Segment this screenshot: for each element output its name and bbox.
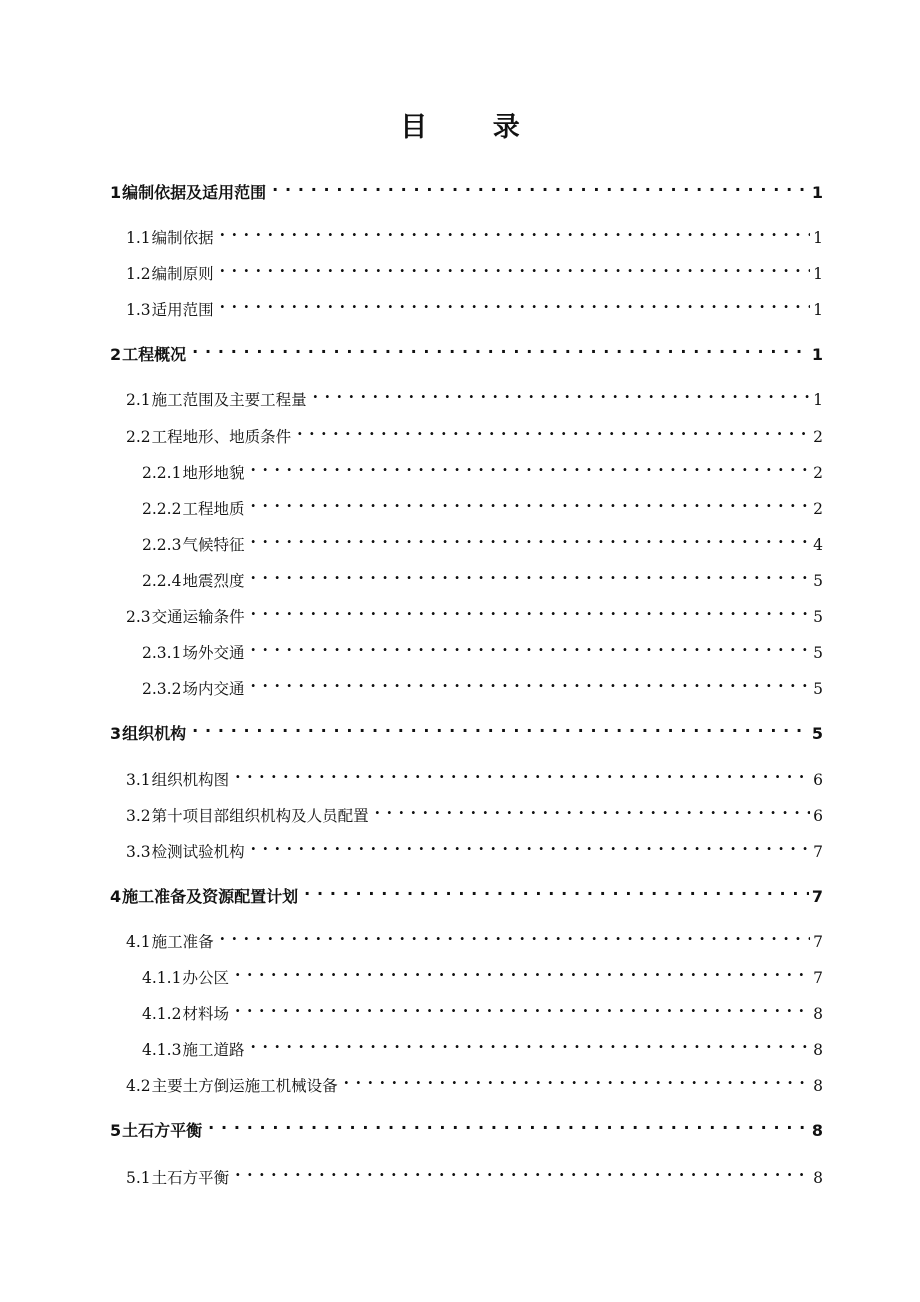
toc-entry-title: 施工准备 [151, 933, 214, 951]
toc-entry-title: 材料场 [182, 1005, 229, 1023]
toc-entry-title: 工程概况 [122, 345, 187, 364]
dot-leader [235, 995, 810, 1019]
toc-entry-number: 4.1.1 [142, 969, 182, 987]
toc-entry-page: 1 [813, 229, 823, 247]
dot-leader [251, 598, 810, 622]
dot-leader [250, 526, 810, 550]
toc-entry-5-1[interactable] [126, 1159, 823, 1187]
toc-entry-number: 3.1 [126, 771, 151, 789]
toc-entry-title: 第十项目部组织机构及人员配置 [151, 807, 369, 825]
toc-entry-4-2[interactable] [126, 1067, 823, 1095]
toc-entry-number: 2.3.2 [142, 680, 182, 698]
toc-entry-2-2-3[interactable] [142, 526, 823, 554]
toc-entry-page: 6 [813, 771, 823, 789]
toc-entry-1-2[interactable] [126, 255, 823, 283]
toc-entry-title: 编制原则 [151, 265, 214, 283]
toc-entry-number: 2.2.4 [142, 572, 182, 590]
toc-entry-page: 7 [813, 933, 823, 951]
toc-entry-title: 编制依据 [151, 229, 214, 247]
toc-entry-2-2-4[interactable] [142, 562, 823, 590]
toc-entry-title: 组织机构 [122, 724, 187, 743]
toc-entry-2-2-2[interactable] [142, 490, 823, 518]
toc-entry-number: 1.3 [126, 301, 151, 319]
toc-entry-page: 5 [813, 644, 823, 662]
dot-leader [304, 878, 809, 902]
toc-entry-page: 1 [813, 265, 823, 283]
toc-entry-page: 5 [813, 608, 823, 626]
toc-entry-number: 3 [110, 724, 122, 743]
dot-leader [251, 833, 810, 857]
toc-entry-title: 组织机构图 [151, 771, 230, 789]
toc-entry-1-3[interactable] [126, 291, 823, 319]
toc-entry-page: 8 [811, 1121, 823, 1140]
toc-entry-number: 2.2 [126, 428, 151, 446]
toc-entry-4-1-2[interactable] [142, 995, 823, 1023]
toc-entry-page: 8 [813, 1041, 823, 1059]
dot-leader [250, 490, 810, 514]
toc-entry-number: 5 [110, 1121, 122, 1140]
toc-entry-2-2-1[interactable] [142, 454, 823, 482]
toc-entry-title: 主要土方倒运施工机械设备 [151, 1077, 338, 1095]
dot-leader [220, 255, 810, 279]
toc-entry-title: 施工道路 [182, 1041, 245, 1059]
toc-entry-page: 1 [811, 183, 823, 202]
toc-entry-title: 地形地貌 [182, 464, 245, 482]
dot-leader [235, 959, 810, 983]
toc-entry-number: 4.1.2 [142, 1005, 182, 1023]
dot-leader [220, 219, 810, 243]
toc-entry-title: 土石方平衡 [151, 1169, 230, 1187]
toc-entry-page: 7 [813, 969, 823, 987]
toc-entry-1-1[interactable] [126, 219, 823, 247]
toc-entry-2-2[interactable] [126, 418, 823, 446]
toc-entry-2-3-1[interactable] [142, 634, 823, 662]
toc-entry-page: 5 [813, 680, 823, 698]
toc-entry-page: 5 [813, 572, 823, 590]
dot-leader [344, 1067, 810, 1091]
toc-entry-title: 地震烈度 [182, 572, 245, 590]
dot-leader [313, 381, 810, 405]
dot-leader [208, 1112, 809, 1136]
toc-entry-page: 6 [813, 807, 823, 825]
toc-entry-number: 2.1 [126, 391, 151, 409]
toc-entry-number: 2 [110, 345, 122, 364]
toc-entry-title: 施工准备及资源配置计划 [122, 887, 299, 906]
toc-entry-page: 2 [813, 428, 823, 446]
dot-leader [192, 336, 809, 360]
toc-entry-title: 编制依据及适用范围 [122, 183, 267, 202]
toc-entry-title: 工程地形、地质条件 [151, 428, 292, 446]
toc-entry-1[interactable] [110, 174, 823, 202]
dot-leader [250, 454, 810, 478]
toc-entry-3-2[interactable] [126, 797, 823, 825]
toc-entry-title: 场外交通 [182, 644, 245, 662]
toc-entry-2-1[interactable] [126, 381, 823, 409]
toc-entry-page: 7 [813, 843, 823, 861]
dot-leader [250, 562, 810, 586]
toc-entry-page: 1 [813, 391, 823, 409]
toc-entry-number: 2.3 [126, 608, 151, 626]
toc-entry-4[interactable] [110, 878, 823, 906]
toc-entry-page: 8 [813, 1077, 823, 1095]
toc-entry-number: 4.2 [126, 1077, 151, 1095]
dot-leader [235, 1159, 810, 1183]
dot-leader [250, 670, 810, 694]
toc-entry-title: 土石方平衡 [122, 1121, 203, 1140]
toc-entry-title: 检测试验机构 [151, 843, 245, 861]
toc-entry-number: 2.2.3 [142, 536, 182, 554]
page-title: 目 录 [400, 112, 548, 143]
dot-leader [192, 715, 809, 739]
toc-entry-number: 2.2.2 [142, 500, 182, 518]
toc-entry-3-1[interactable] [126, 761, 823, 789]
dot-leader [297, 418, 810, 442]
toc-entry-title: 施工范围及主要工程量 [151, 391, 307, 409]
toc-entry-page: 4 [813, 536, 823, 554]
toc-entry-title: 适用范围 [151, 301, 214, 319]
toc-entry-2-3-2[interactable] [142, 670, 823, 698]
toc-entry-2[interactable] [110, 336, 823, 364]
toc-entry-3[interactable] [110, 715, 823, 743]
toc-entry-page: 1 [813, 301, 823, 319]
toc-entry-page: 2 [813, 500, 823, 518]
toc-entry-3-3[interactable] [126, 833, 823, 861]
toc-entry-number: 5.1 [126, 1169, 151, 1187]
toc-entry-2-3[interactable] [126, 598, 823, 626]
dot-leader [272, 174, 809, 198]
toc-entry-5[interactable] [110, 1112, 823, 1140]
toc-entry-title: 场内交通 [182, 680, 245, 698]
toc-entry-title: 办公区 [182, 969, 229, 987]
toc-entry-number: 1.1 [126, 229, 151, 247]
toc-entry-number: 2.2.1 [142, 464, 182, 482]
dot-leader [220, 291, 810, 315]
toc-entry-number: 3.3 [126, 843, 151, 861]
toc-entry-title: 交通运输条件 [151, 608, 245, 626]
dot-leader [375, 797, 810, 821]
toc-entry-number: 4.1 [126, 933, 151, 951]
toc-entry-4-1-1[interactable] [142, 959, 823, 987]
dot-leader [235, 761, 810, 785]
toc-entry-page: 8 [813, 1005, 823, 1023]
toc-entry-4-1[interactable] [126, 923, 823, 951]
toc-entry-4-1-3[interactable] [142, 1031, 823, 1059]
dot-leader [220, 923, 810, 947]
toc-entry-number: 1.2 [126, 265, 151, 283]
dot-leader [250, 1031, 810, 1055]
toc-entry-number: 3.2 [126, 807, 151, 825]
toc-entry-title: 气候特征 [182, 536, 245, 554]
toc-entry-page: 5 [811, 724, 823, 743]
toc-entry-title: 工程地质 [182, 500, 245, 518]
toc-entry-number: 2.3.1 [142, 644, 182, 662]
dot-leader [250, 634, 810, 658]
toc-entry-page: 1 [811, 345, 823, 364]
toc-entry-number: 4 [110, 887, 122, 906]
toc-entry-number: 1 [110, 183, 122, 202]
toc-entry-page: 2 [813, 464, 823, 482]
toc-entry-number: 4.1.3 [142, 1041, 182, 1059]
toc-entry-page: 7 [811, 887, 823, 906]
toc-entry-page: 8 [813, 1169, 823, 1187]
